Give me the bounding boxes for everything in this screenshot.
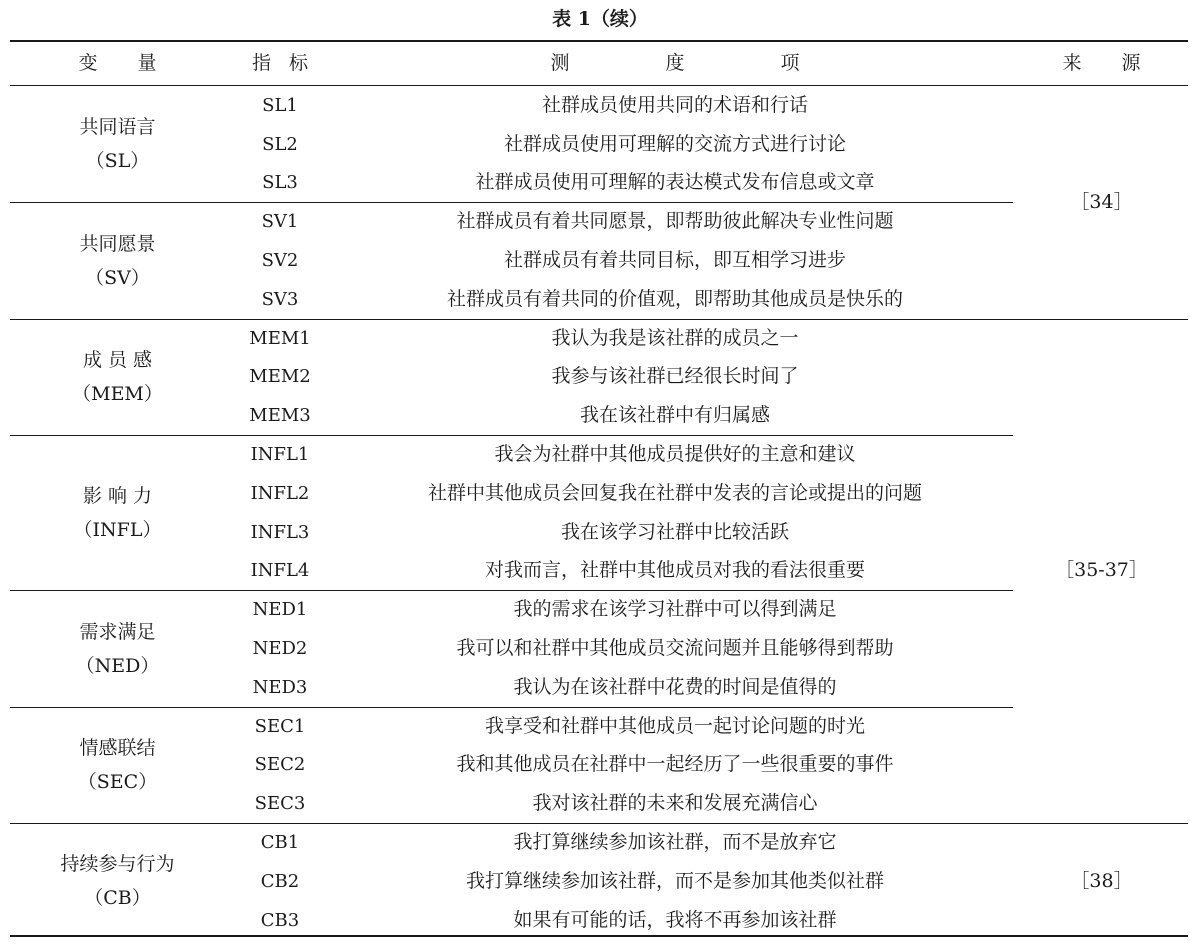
measure-item-cell: 社群成员有着共同目标，即互相学习进步 <box>503 249 846 272</box>
variable-cell <box>10 202 225 318</box>
indicator-cell: SEC3 <box>254 793 306 815</box>
variable-name: 需求满足 <box>79 620 156 643</box>
measure-item-cell: 我参与该社群已经很长时间了 <box>551 365 799 388</box>
measure-item-cell: 我认为在该社群中花费的时间是值得的 <box>513 675 837 698</box>
variable-cell <box>10 435 225 590</box>
variable-abbr: （NED） <box>75 654 160 677</box>
indicator-cell: CB3 <box>260 909 300 931</box>
indicator-cell: SEC2 <box>254 754 306 776</box>
variable-abbr: （INFL） <box>73 518 162 541</box>
source-cell: ［38］ <box>1070 869 1133 892</box>
measure-item-cell: 我认为我是该社群的成员之一 <box>551 326 799 349</box>
source-cell: ［34］ <box>1070 190 1133 213</box>
indicator-cell: SV2 <box>261 250 299 272</box>
variable-cell <box>10 590 225 706</box>
header-item: 测 度 项 <box>550 52 800 74</box>
measure-item-cell: 我在该学习社群中比较活跃 <box>560 520 789 543</box>
variable-abbr: （SL） <box>85 150 150 173</box>
indicator-cell: INFL2 <box>250 482 310 504</box>
indicator-cell: NED2 <box>252 638 308 660</box>
measure-item-cell: 我在该社群中有归属感 <box>579 404 770 427</box>
measure-item-cell: 社群成员使用共同的术语和行话 <box>541 93 808 116</box>
header-variable: 变 量 <box>78 52 157 74</box>
variable-abbr: （SV） <box>85 266 150 289</box>
measure-item-cell: 社群成员使用可理解的表达模式发布信息或文章 <box>475 171 875 194</box>
indicator-cell: SV3 <box>261 288 299 310</box>
measure-item-cell: 我打算继续参加该社群，而不是放弃它 <box>513 831 837 854</box>
variable-cell <box>10 319 225 435</box>
header-indicator: 指 标 <box>251 52 309 74</box>
indicator-cell: MEM3 <box>249 405 311 427</box>
measure-item-cell: 我打算继续参加该社群，而不是参加其他类似社群 <box>465 869 884 892</box>
indicator-cell: SL3 <box>262 172 298 194</box>
measure-item-cell: 我的需求在该学习社群中可以得到满足 <box>513 598 837 621</box>
variable-abbr: （MEM） <box>72 382 163 405</box>
variable-cell <box>10 823 225 939</box>
variable-cell <box>10 86 225 202</box>
variable-name: 共同愿景 <box>79 232 156 255</box>
measure-item-cell: 社群成员有着共同愿景，即帮助彼此解决专业性问题 <box>456 210 894 233</box>
measure-item-cell: 对我而言，社群中其他成员对我的看法很重要 <box>484 559 865 582</box>
indicator-cell: MEM2 <box>249 366 311 388</box>
indicator-cell: SV1 <box>261 211 299 233</box>
variable-abbr: （CB） <box>84 887 151 910</box>
header-source: 来 源 <box>1062 52 1141 74</box>
measure-item-cell: 社群成员有着共同的价值观，即帮助其他成员是快乐的 <box>446 287 903 310</box>
measure-item-cell: 我会为社群中其他成员提供好的主意和建议 <box>494 443 856 466</box>
measure-item-cell: 我享受和社群中其他成员一起讨论问题的时光 <box>484 714 865 737</box>
indicator-cell: MEM1 <box>249 327 311 349</box>
variable-cell <box>10 707 225 823</box>
measure-item-cell: 我对该社群的未来和发展充满信心 <box>532 792 818 815</box>
indicator-cell: NED1 <box>252 599 308 621</box>
variable-name: 共同语言 <box>79 116 156 139</box>
variable-name: 情感联结 <box>79 736 156 759</box>
indicator-cell: INFL4 <box>250 560 310 582</box>
variable-name: 影 响 力 <box>82 484 153 507</box>
measure-item-cell: 我可以和社群中其他成员交流问题并且能够得到帮助 <box>456 637 894 660</box>
indicator-cell: CB2 <box>260 870 300 892</box>
measure-item-cell: 我和其他成员在社群中一起经历了一些很重要的事件 <box>456 753 894 776</box>
indicator-cell: SL1 <box>262 94 298 116</box>
table-title: 表 1（续） <box>552 8 648 30</box>
source-cell: ［35-37］ <box>1055 559 1148 582</box>
variable-abbr: （SEC） <box>77 770 158 793</box>
variable-name: 成 员 感 <box>82 348 153 371</box>
indicator-cell: INFL1 <box>250 444 310 466</box>
indicator-cell: CB1 <box>260 832 300 854</box>
indicator-cell: SEC1 <box>254 715 306 737</box>
measure-item-cell: 社群中其他成员会回复我在社群中发表的言论或提出的问题 <box>427 481 922 504</box>
variable-name: 持续参与行为 <box>60 853 175 876</box>
indicator-cell: NED3 <box>252 676 308 698</box>
measure-item-cell: 社群成员使用可理解的交流方式进行讨论 <box>503 132 846 155</box>
measure-item-cell: 如果有可能的话，我将不再参加该社群 <box>513 908 837 931</box>
indicator-cell: SL2 <box>262 133 298 155</box>
indicator-cell: INFL3 <box>250 521 310 543</box>
